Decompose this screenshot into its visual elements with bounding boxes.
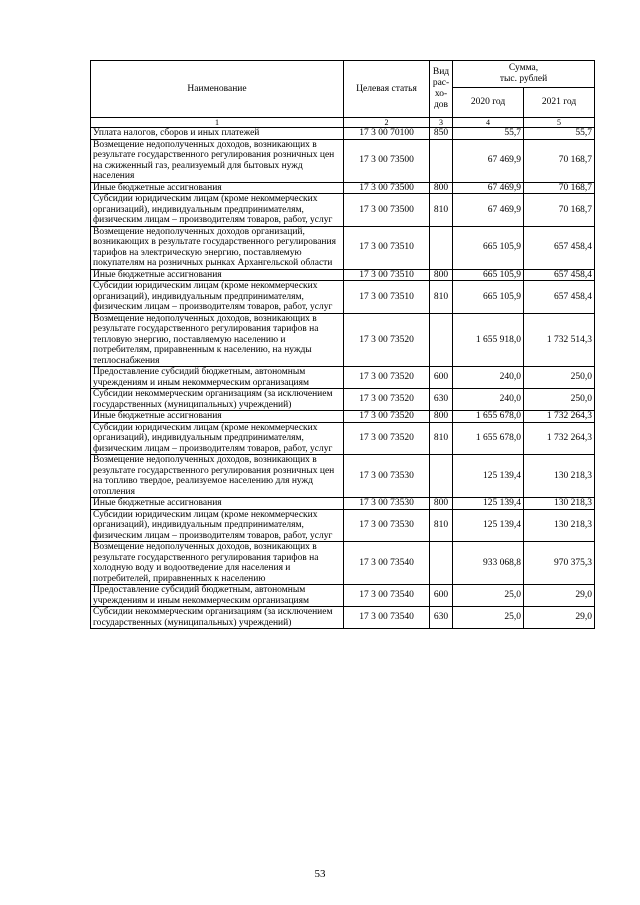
row-sum-2021: 70 168,7 bbox=[524, 139, 595, 182]
row-expense-type: 800 bbox=[430, 498, 453, 510]
row-target-code: 17 3 00 73540 bbox=[344, 542, 430, 585]
table-row bbox=[91, 226, 595, 269]
row-sum-2021: 55,7 bbox=[524, 128, 595, 140]
row-name: Иные бюджетные ассигнования bbox=[91, 411, 344, 423]
row-sum-2020: 125 139,4 bbox=[453, 455, 524, 498]
row-name: Субсидии юридическим лицам (кроме некоммерческих организаций), индивидуальным предпринимателям, физическим лицам – производителям товаров, работ, услуг bbox=[91, 509, 344, 542]
row-sum-2020: 55,7 bbox=[453, 128, 524, 140]
row-expense-type bbox=[430, 313, 453, 367]
row-sum-2020: 67 469,9 bbox=[453, 182, 524, 194]
row-sum-2021: 70 168,7 bbox=[524, 194, 595, 227]
table-row bbox=[91, 128, 595, 140]
row-sum-2020: 240,0 bbox=[453, 389, 524, 411]
row-expense-type bbox=[430, 226, 453, 269]
row-target-code: 17 3 00 73520 bbox=[344, 313, 430, 367]
table-row bbox=[91, 269, 595, 281]
header-sum-line: Сумма, bbox=[508, 63, 539, 74]
table-row bbox=[91, 509, 595, 542]
header-year-2021: 2021 год bbox=[524, 88, 595, 118]
row-name: Уплата налогов, сборов и иных платежей bbox=[91, 128, 344, 140]
table-row bbox=[91, 139, 595, 182]
row-sum-2020: 240,0 bbox=[453, 367, 524, 389]
column-numbers-row bbox=[91, 118, 595, 128]
row-sum-2021: 657 458,4 bbox=[524, 226, 595, 269]
table-row bbox=[91, 542, 595, 585]
header-expense-type bbox=[430, 61, 453, 118]
row-sum-2021: 1 732 264,3 bbox=[524, 411, 595, 423]
row-expense-type bbox=[430, 542, 453, 585]
row-sum-2020: 665 105,9 bbox=[453, 269, 524, 281]
row-target-code: 17 3 00 73510 bbox=[344, 226, 430, 269]
row-sum-2021: 250,0 bbox=[524, 367, 595, 389]
column-number: 4 bbox=[453, 118, 524, 128]
table-row bbox=[91, 389, 595, 411]
row-sum-2021: 130 218,3 bbox=[524, 455, 595, 498]
row-target-code: 17 3 00 73510 bbox=[344, 269, 430, 281]
row-target-code: 17 3 00 73530 bbox=[344, 498, 430, 510]
table-row bbox=[91, 455, 595, 498]
row-target-code: 17 3 00 73520 bbox=[344, 422, 430, 455]
row-name: Иные бюджетные ассигнования bbox=[91, 182, 344, 194]
budget-table bbox=[90, 60, 595, 629]
header-vid-line: дов bbox=[433, 100, 449, 110]
row-sum-2021: 1 732 264,3 bbox=[524, 422, 595, 455]
row-sum-2020: 25,0 bbox=[453, 585, 524, 607]
table-body bbox=[91, 128, 595, 629]
row-expense-type: 810 bbox=[430, 281, 453, 314]
table-row bbox=[91, 585, 595, 607]
row-name: Субсидии юридическим лицам (кроме некоммерческих организаций), индивидуальным предпринимателям, физическим лицам – производителям товаров, работ, услуг bbox=[91, 422, 344, 455]
header-year-2020: 2020 год bbox=[453, 88, 524, 118]
header-vid-line: хо- bbox=[434, 89, 448, 99]
header-vid-line: Вид bbox=[432, 67, 450, 77]
row-expense-type: 850 bbox=[430, 128, 453, 140]
row-name: Субсидии юридическим лицам (кроме некоммерческих организаций), индивидуальным предпринимателям, физическим лицам – производителям товаров, работ, услуг bbox=[91, 194, 344, 227]
column-number: 2 bbox=[344, 118, 430, 128]
row-target-code: 17 3 00 70100 bbox=[344, 128, 430, 140]
row-sum-2021: 29,0 bbox=[524, 607, 595, 629]
row-target-code: 17 3 00 73520 bbox=[344, 411, 430, 423]
header-vid-line: рас- bbox=[432, 78, 450, 88]
row-sum-2020: 665 105,9 bbox=[453, 281, 524, 314]
row-expense-type: 800 bbox=[430, 411, 453, 423]
table-row bbox=[91, 313, 595, 367]
row-target-code: 17 3 00 73510 bbox=[344, 281, 430, 314]
row-expense-type bbox=[430, 455, 453, 498]
row-target-code: 17 3 00 73500 bbox=[344, 194, 430, 227]
row-name: Иные бюджетные ассигнования bbox=[91, 269, 344, 281]
header-name: Наименование bbox=[91, 61, 344, 118]
row-sum-2021: 70 168,7 bbox=[524, 182, 595, 194]
row-sum-2021: 970 375,3 bbox=[524, 542, 595, 585]
row-name: Субсидии некоммерческим организациям (за исключением государственных (муниципальных) учреждений) bbox=[91, 607, 344, 629]
row-name: Субсидии некоммерческим организациям (за исключением государственных (муниципальных) учреждений) bbox=[91, 389, 344, 411]
table-row bbox=[91, 281, 595, 314]
row-sum-2020: 125 139,4 bbox=[453, 509, 524, 542]
row-sum-2021: 130 218,3 bbox=[524, 509, 595, 542]
row-sum-2021: 1 732 514,3 bbox=[524, 313, 595, 367]
row-target-code: 17 3 00 73540 bbox=[344, 585, 430, 607]
table-header bbox=[91, 61, 595, 128]
row-sum-2020: 67 469,9 bbox=[453, 139, 524, 182]
table-row bbox=[91, 498, 595, 510]
row-sum-2020: 25,0 bbox=[453, 607, 524, 629]
row-expense-type: 630 bbox=[430, 607, 453, 629]
row-sum-2020: 125 139,4 bbox=[453, 498, 524, 510]
row-sum-2020: 665 105,9 bbox=[453, 226, 524, 269]
column-number: 5 bbox=[524, 118, 595, 128]
row-target-code: 17 3 00 73500 bbox=[344, 139, 430, 182]
row-sum-2020: 1 655 678,0 bbox=[453, 422, 524, 455]
table-row bbox=[91, 182, 595, 194]
row-target-code: 17 3 00 73520 bbox=[344, 389, 430, 411]
row-target-code: 17 3 00 73530 bbox=[344, 509, 430, 542]
row-name: Возмещение недополученных доходов, возникающих в результате государственного регулирования тарифов на холодную воду и водоотведение для населения и потребителей, приравненных к населению bbox=[91, 542, 344, 585]
column-number: 1 bbox=[91, 118, 344, 128]
row-name: Предоставление субсидий бюджетным, автономным учреждениям и иным некоммерческим организациям bbox=[91, 585, 344, 607]
row-name: Возмещение недополученных доходов, возникающих в результате государственного регулирования тарифов на тепловую энергию, поставляемую населению и потребителям, приравненным к населению, на нужды теплоснабжения bbox=[91, 313, 344, 367]
table-row bbox=[91, 367, 595, 389]
header-target-article: Целевая статья bbox=[344, 61, 430, 118]
header-sum bbox=[453, 61, 595, 88]
row-target-code: 17 3 00 73540 bbox=[344, 607, 430, 629]
table-row bbox=[91, 607, 595, 629]
row-target-code: 17 3 00 73530 bbox=[344, 455, 430, 498]
row-expense-type: 800 bbox=[430, 269, 453, 281]
table-row bbox=[91, 422, 595, 455]
row-sum-2020: 67 469,9 bbox=[453, 194, 524, 227]
row-sum-2021: 657 458,4 bbox=[524, 269, 595, 281]
table-row bbox=[91, 194, 595, 227]
row-sum-2021: 29,0 bbox=[524, 585, 595, 607]
row-sum-2020: 1 655 918,0 bbox=[453, 313, 524, 367]
row-name: Субсидии юридическим лицам (кроме некоммерческих организаций), индивидуальным предпринимателям, физическим лицам – производителям товаров, работ, услуг bbox=[91, 281, 344, 314]
row-sum-2021: 250,0 bbox=[524, 389, 595, 411]
row-sum-2021: 130 218,3 bbox=[524, 498, 595, 510]
row-name: Возмещение недополученных доходов, возникающих в результате государственного регулирования розничных цен на сжиженный газ, реализуемый для бытовых нужд населения bbox=[91, 139, 344, 182]
row-expense-type bbox=[430, 139, 453, 182]
row-name: Иные бюджетные ассигнования bbox=[91, 498, 344, 510]
row-name: Возмещение недополученных доходов, возникающих в результате государственного регулирования розничных цен на топливо твердое, реализуемое населению для нужд отопления bbox=[91, 455, 344, 498]
row-expense-type: 600 bbox=[430, 367, 453, 389]
row-target-code: 17 3 00 73520 bbox=[344, 367, 430, 389]
row-target-code: 17 3 00 73500 bbox=[344, 182, 430, 194]
row-expense-type: 600 bbox=[430, 585, 453, 607]
row-sum-2020: 933 068,8 bbox=[453, 542, 524, 585]
row-expense-type: 800 bbox=[430, 182, 453, 194]
row-sum-2020: 1 655 678,0 bbox=[453, 411, 524, 423]
page-number: 53 bbox=[314, 868, 326, 880]
header-sum-line: тыс. рублей bbox=[499, 74, 548, 85]
row-name: Предоставление субсидий бюджетным, автономным учреждениям и иным некоммерческим организациям bbox=[91, 367, 344, 389]
row-expense-type: 810 bbox=[430, 422, 453, 455]
table-row bbox=[91, 411, 595, 423]
row-expense-type: 810 bbox=[430, 194, 453, 227]
row-expense-type: 630 bbox=[430, 389, 453, 411]
row-name: Возмещение недополученных доходов организаций, возникающих в результате государственного регулирования тарифов на электрическую энергию, поставляемую покупателям на розничных рынках Архангельской области bbox=[91, 226, 344, 269]
row-sum-2021: 657 458,4 bbox=[524, 281, 595, 314]
row-expense-type: 810 bbox=[430, 509, 453, 542]
column-number: 3 bbox=[430, 118, 453, 128]
